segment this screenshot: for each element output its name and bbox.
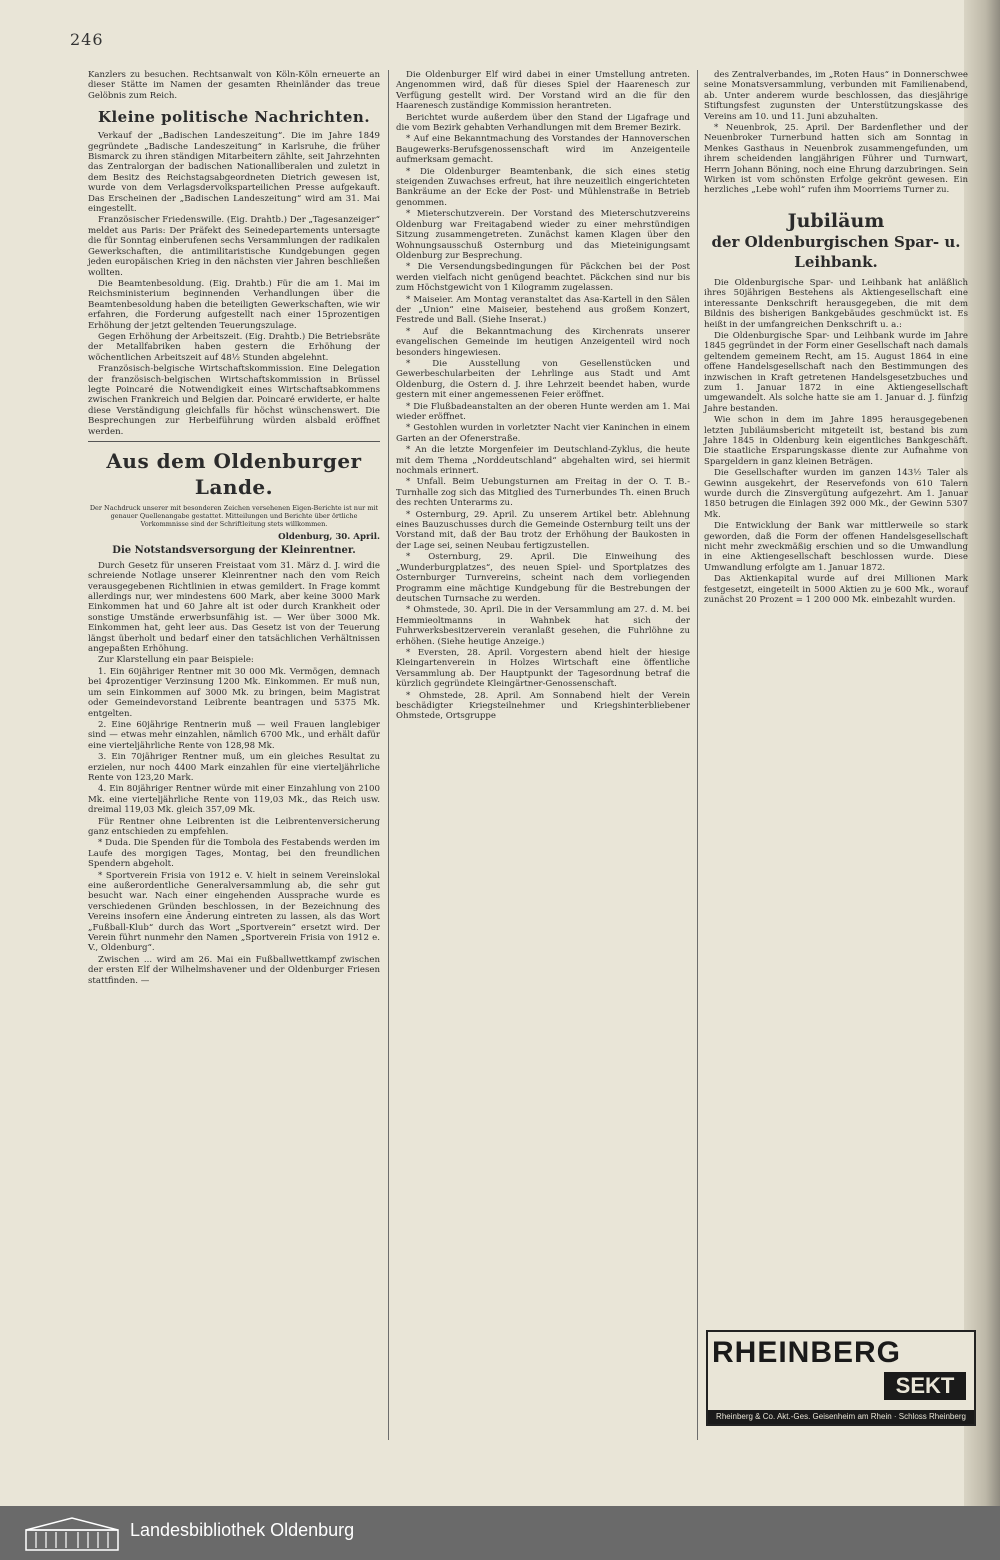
column-3 xyxy=(704,70,968,606)
paragraph: * Die Flußbadeanstalten an der oberen Hunte werden am 1. Mai wieder eröffnet. xyxy=(396,401,690,422)
jubilee-title: Jubiläum xyxy=(787,209,885,232)
paragraph: Verkauf der „Badischen Landeszeitung“. Die im Jahre 1849 gegründete „Badische Landeszeitung“ in Karlsruhe, die früher Bismarck zu ihren ständigen Mitarbeitern zählte, seit Jahrzehnten das Zentralorgan der badischen Nationalliberalen und zuletzt in dem Besitz des Reichstagsabgeordneten Dietrich gewesen ist, wurde von dem Verlagsdervolksparteilichen Presse aufgekauft. Das Erscheinen der „Badischen Landeszeitung“ wird am 31. Mai eingestellt. xyxy=(88,131,380,215)
ad-product: SEKT xyxy=(884,1372,966,1400)
paragraph: Für Rentner ohne Leibrenten ist die Leibrentenversicherung ganz entschieden zu empfehlen. xyxy=(88,816,380,837)
paragraph: * Gestohlen wurden in vorletzter Nacht vier Kaninchen in einem Garten an der Ofenerstraße. xyxy=(396,423,690,444)
paragraph: des Zentralverbandes, im „Roten Haus“ in Donnerschwee seine Monatsversammlung, verbunden mit Familienabend, ab. Unter anderem wurde beschlossen, das diesjährige Stiftungsfest zugunsten der Unterstützungskasse des Vereins am 10. und 11. Juni abzuhalten. xyxy=(704,70,968,122)
paragraph: 4. Ein 80jähriger Rentner würde mit einer Einzahlung von 2100 Mk. eine vierteljährliche Rente von 119,03 Mk., das Reich usw. dreimal 119,03 Mk. gleich 357,09 Mk. xyxy=(88,784,380,816)
divider xyxy=(88,441,380,442)
column-2 xyxy=(396,70,690,723)
ad-brand: RHEINBERG xyxy=(712,1336,902,1369)
paragraph: Die Oldenburger Elf wird dabei in einer Umstellung antreten. Angenommen wird, daß für dieses Spiel der Haarenesch zur Verfügung gestellt wird. Der Vorstand wird an die für den Haarenesch zuständige Kommission herantreten. xyxy=(396,70,690,112)
section-title-oldenburg: Aus dem Oldenburger Lande. xyxy=(106,449,362,499)
column-rule xyxy=(388,70,389,1440)
paragraph: * Eversten, 28. April. Vorgestern abend hielt der hiesige Kleingartenverein in Holzes Wirtschaft eine öffentliche Versammlung ab. Der Hauptpunkt der Tagesordnung betraf die kürzlich gegründete Kleingärtner-Genossenschaft. xyxy=(396,647,690,690)
paragraph: * An die letzte Morgenfeier im Deutschland-Zyklus, die heute mit dem Thema „Norddeutschland“ abgehalten wird, sei hiermit nochmals erinnert. xyxy=(396,445,690,477)
paragraph: Zur Klarstellung ein paar Beispiele: xyxy=(98,655,254,666)
jubilee-body xyxy=(704,278,968,606)
paragraph: * Sportverein Frisia von 1912 e. V. hielt in seinem Vereinslokal eine außerordentliche Generalversammlung ab, die sehr gut besucht war. Nach einer eingehenden Aussprache wurde es verschiedenen Gründen beschlossen, in der Bezeichnung des Vereins insofern eine Änderung eintreten zu lassen, als das Wort „Fußball-Klub“ durch das Wort „Sportverein“ ersetzt wird. Der Verein führt nunmehr den Namen „Sportverein Frisia von 1912 e. V., Oldenburg“. xyxy=(88,870,380,954)
paragraph: * Ohmstede, 28. April. Am Sonnabend hielt der Verein beschädigter Kriegsteilnehmer und Kriegshinterbliebener Ohmstede, Ortsgruppe xyxy=(396,690,690,722)
jubilee-subtitle: der Oldenburgischen Spar- u. Leihbank. xyxy=(711,232,961,271)
rheinberg-sekt-ad xyxy=(706,1330,976,1426)
paragraph: * Ohmstede, 30. April. Die in der Versammlung am 27. d. M. bei Hemmieoltmanns in Wahnbek hat sich der Fuhrwerksbesitzerverein veranlaßt gesehen, die Fuhrlöhne zu erhöhen. (Siehe heutige Anzeige.) xyxy=(396,605,690,647)
paragraph: Die Oldenburgische Spar- und Leihbank hat anläßlich ihres 50jährigen Bestehens als Aktiengesellschaft eine interessante Denkschrift herausgegeben, die mit dem Bildnis des bisherigen Bankgebäudes geschmückt ist. Es heißt in der umfangreichen Denkschrift u. a.: xyxy=(704,277,968,330)
paragraph: * Neuenbrok, 25. April. Der Bardenflether und der Neuenbroker Turnerbund hatten sich am Sonntag in Menkes Gasthaus in Neuenbrok zusammengefunden, um ihrem scheidenden langjährigen Führer und Turnwart, Herrn Johann Böning, noch eine Ehrung darzubringen. Sein Wirken ist vom schönsten Erfolge gekrönt gewesen. Ein herzliches „Lebe wohl“ rufen ihm Moorriems Turner zu. xyxy=(704,123,968,196)
paragraph: Wie schon in dem im Jahre 1895 herausgegebenen letzten Jubiläumsbericht mitgeteilt ist, bestand bis zum Jahre 1845 in Oldenburg kein eigentliches Bankgeschäft. Die staatliche Ersparungskasse diente zur Aufnahme von Spargeldern in ganz kleinen Beträgen. xyxy=(704,415,968,467)
paragraph: Französisch-belgische Wirtschaftskommission. Eine Delegation der französisch-belgischen Wirtschaftskommission in Brüssel legte Poincaré die Notwendigkeit eines Wirtschaftsabkommens zwischen Frankreich und Belgien dar. Poincaré erwiderte, er halte diese Verständigung gleichfalls für höchst wünschenswert. Die Besprechungen zur Herbeiführung würden alsbald eröffnet werden. xyxy=(88,364,380,437)
paragraph: Durch Gesetz für unseren Freistaat vom 31. März d. J. wird die schreiende Notlage unserer Kleinrentner nach den vom Reich verausgegebenen Richtlinien in etwas gemildert. In Frage kommt allerdings nur, wer mindestens 600 Mark, aber keine 3000 Mark Einkommen hat und 60 Jahre alt ist oder durch Krankheit oder sonstige Umstände erwerbsunfähig ist. — Wer über 3000 Mk. Einkommen hat, geht leer aus. Das Gesetz ist von der Teuerung längst überholt und bedarf einer den tatsächlichen Verhältnissen angepaßten Erhöhung. xyxy=(88,560,380,655)
paragraph: * Auf die Bekanntmachung des Kirchenrats unserer evangelischen Gemeinde im heutigen Anzeigenteil wird noch besonders hingewiesen. xyxy=(396,326,690,358)
article-title: Die Notstandsversorgung der Kleinrentner. xyxy=(112,545,356,557)
paragraph: * Unfall. Beim Uebungsturnen am Freitag in der O. T. B.-Turnhalle zog sich das Mitglied des Turnerbundes Th. einen Bruch des rechten Unterarms zu. xyxy=(396,477,690,509)
paragraph: * Die Ausstellung von Gesellenstücken und Gewerbeschularbeiten der Lehrlinge aus Stadt und Amt Oldenburg, die Ostern d. J. ihre Lehrzeit beendet haben, wurde gestern mit einer angemessenen Feier eröffnet. xyxy=(396,358,690,401)
paragraph: Die Beamtenbesoldung. (Eig. Drahtb.) Für die am 1. Mai im Reichsministerium beginnenden Verhandlungen über die Beamtenbesoldung haben die beteiligten Gewerkschaften, wie wir erfahren, die Forderung aufgestellt nach einer 15prozentigen Erhöhung der jetzt geltenden Teuerungszulage. xyxy=(88,278,380,331)
paragraph: * Auf eine Bekanntmachung des Vorstandes der Hannoverschen Baugewerks-Berufsgenossenschaft wird im Anzeigenteile aufmerksam gemacht. xyxy=(396,134,690,166)
column-rule xyxy=(697,70,698,1440)
page-number: 246 xyxy=(70,30,104,49)
paragraph: Berichtet wurde außerdem über den Stand der Ligafrage und die vom Bezirk gehabten Verhandlungen mit dem Bremer Bezirk. xyxy=(396,112,690,134)
column-1 xyxy=(88,70,380,987)
paragraph: Die Gesellschafter wurden im ganzen 143½ Taler als Gewinn ausgekehrt, der Reservefonds von 610 Talern wurde durch die Zinsvergütung aufgezehrt. Am 1. Januar 1850 betrugen die Einlagen 392 000 Mk., der Gewinn 5307 Mk. xyxy=(704,468,968,520)
paragraph: Das Aktienkapital wurde auf drei Millionen Mark festgesetzt, eingeteilt in 5000 Aktien zu je 600 Mk., worauf zunächst 20 Prozent = 1 200 000 Mk. einbezahlt wurden. xyxy=(704,574,968,606)
paragraph: 2. Eine 60jährige Rentnerin muß — weil Frauen langlebiger sind — etwas mehr einzahlen, nämlich 6700 Mk., und erhält dafür eine vierteljährliche Rente von 128,98 Mk. xyxy=(88,719,380,751)
paragraph: * Osternburg, 29. April. Zu unserem Artikel betr. Ablehnung eines Bauzuschusses durch die Gemeinde Osternburg teilt uns der Vorstand mit, daß der Bau trotz der Erhöhung der Baukosten in der Lage sei, seinen Neubau fertigzustellen. xyxy=(396,509,690,551)
article-body xyxy=(88,561,380,986)
paragraph: * Mieterschutzverein. Der Vorstand des Mieterschutzvereins Oldenburg war Freitagabend wieder zu einer mehrstündigen Sitzung zusammengetreten. Zunächst kamen Klagen über den Wohnungsausschuß Osternburg und das Mieteinigungsamt Oldenburg zur Besprechung. xyxy=(396,209,690,261)
paragraph: Gegen Erhöhung der Arbeitszeit. (Eig. Drahtb.) Die Betriebsräte der Metallfabriken haben gestern die Erhöhung der wöchentlichen Arbeitszeit auf 48½ Stunden abgelehnt. xyxy=(88,331,380,363)
page-edge xyxy=(964,0,1000,1506)
paragraph: * Die Oldenburger Beamtenbank, die sich eines stetig steigenden Zuwachses erfreut, hat ihre neuzeitlich eingerichteten Bankräume an der Ecke der Post- und Mühlenstraße in Betrieb genommen. xyxy=(396,166,690,208)
paragraph: * Die Versendungsbedingungen für Päckchen bei der Post werden vielfach nicht genügend beachtet. Päckchen sind nur bis zum Höchstgewicht von 1 Kilogramm zugelassen. xyxy=(396,262,690,294)
library-building-icon xyxy=(24,1516,120,1552)
politics-news xyxy=(88,131,380,437)
paragraph: Französischer Friedenswille. (Eig. Drahtb.) Der „Tagesanzeiger“ meldet aus Paris: Der Präfekt des Seinedepartements untersagte die für Sonntag einberufenen sechs Versammlungen der radikalen Gewerkschaften, die antimilitaristische Kundgebungen gegen jeden europäischen Krieg in den nächsten vier Jahren beschließen wollten. xyxy=(88,215,380,278)
library-name: Landesbibliothek Oldenburg xyxy=(130,1520,355,1540)
intro-text: Kanzlers zu besuchen. Rechtsanwalt von Köln-Köln erneuerte an dieser Stätte im Namen der gesamten Rheinländer das treue Gelöbnis zum Reich. xyxy=(88,70,380,101)
paragraph: * Duda. Die Spenden für die Tombola des Festabends werden im Laufe des morgigen Tages, Montag, bei den freundlichen Spendern abgeholt. xyxy=(88,838,380,870)
paragraph: 1. Ein 60jähriger Rentner mit 30 000 Mk. Vermögen, demnach bei 4prozentiger Verzinsung 1200 Mk. Einkommen. Er muß nun, um sein Einkommen auf 3000 Mk. zu bringen, beim Magistrat oder Gemeindevorstand Leibrente beantragen und 5375 Mk. entgelten. xyxy=(88,666,380,719)
paragraph: Zwischen ... wird am 26. Mai ein Fußballwettkampf zwischen der ersten Elf der Wilhelmshavener und der Oldenburger Friesen stattfinden. — xyxy=(88,954,380,986)
dateline: Oldenburg, 30. April. xyxy=(278,532,380,542)
paragraph: Die Oldenburgische Spar- und Leihbank wurde im Jahre 1845 gegründet in der Form einer Gesellschaft nach damals geltendem gemeinem Recht, am 15. August 1864 in eine offene Handelsgesellschaft nach den Bestimmungen des inzwischen in Kraft getretenen Handelsgesetzbuches und zum 1. Januar 1872 in eine Aktiengesellschaft umgewandelt. Als solche hatte sie am 1. Januar d. J. fünfzig Jahre bestanden. xyxy=(704,330,968,414)
ad-footer: Rheinberg & Co. Akt.-Ges. Geisenheim am Rhein · Schloss Rheinberg xyxy=(708,1410,974,1424)
paragraph: * Maiseier. Am Montag veranstaltet das Asa-Kartell in den Sälen der „Union“ eine Maiseier, bestehend aus großem Konzert, Festrede und Ball. (Siehe Inserat.) xyxy=(396,294,690,326)
section-title-politics: Kleine politische Nachrichten. xyxy=(97,108,371,127)
reprint-note: Der Nachdruck unserer mit besonderen Zeichen versehenen Eigen-Berichte ist nur mit genauer Quellenangabe gestattet. Mitteilungen und Berichte über örtliche Vorkommnisse sind der Schriftleitung stets willkommen. xyxy=(89,504,379,528)
paragraph: * Osternburg, 29. April. Die Einweihung des „Wunderburgplatzes“, des neuen Spiel- und Sportplatzes des Osternburger Turnvereins, scheint nach dem vorliegenden Programm eine mächtige Kundgebung für die Bestrebungen der deutschen Turnsache zu werden. xyxy=(396,552,690,604)
library-footer xyxy=(0,1506,1000,1560)
local-news xyxy=(704,70,968,196)
paragraph: Die Entwicklung der Bank war mittlerweile so stark geworden, daß die Form der offenen Handelsgesellschaft nicht mehr zweckmäßig erschien und so die Umwandlung in eine Aktiengesellschaft beschlossen wurde. Diese Umwandlung erfolgte am 1. Januar 1872. xyxy=(704,521,968,573)
paragraph: 3. Ein 70jähriger Rentner muß, um ein gleiches Resultat zu erzielen, nur noch 4400 Mark einzahlen für eine vierteljährliche Rente von 123,20 Mark. xyxy=(88,752,380,783)
